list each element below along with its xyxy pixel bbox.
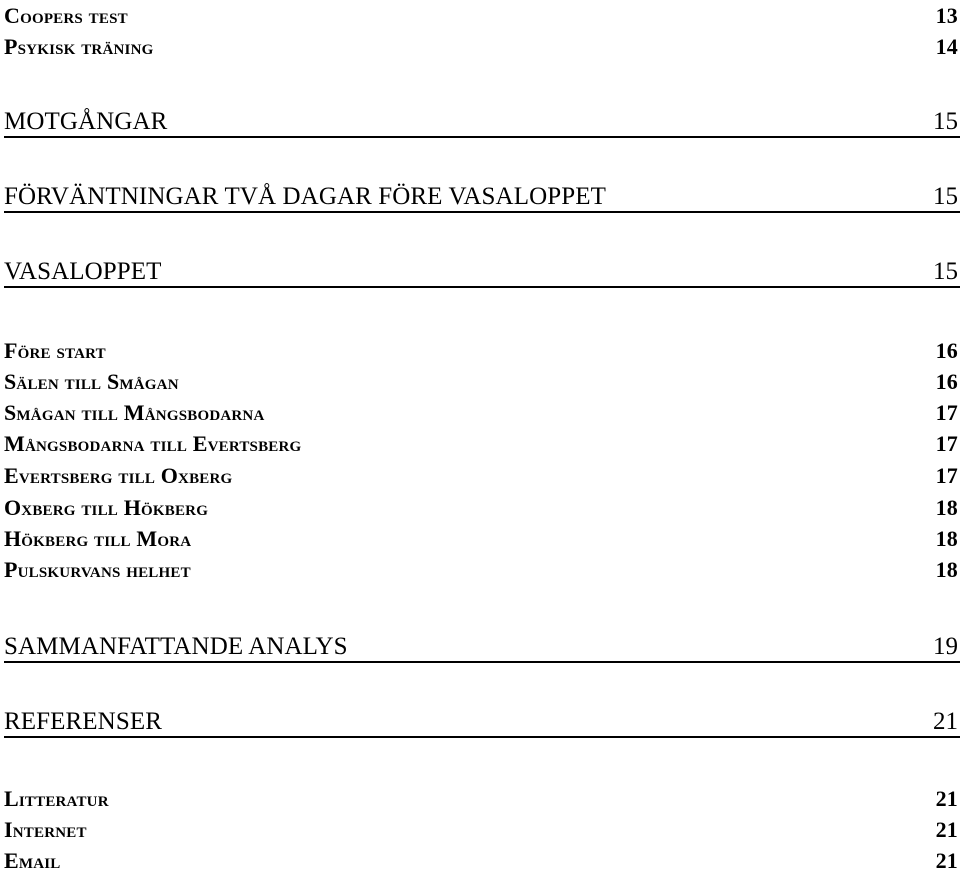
toc-heading-referenser[interactable]	[4, 709, 960, 738]
toc-entry-page: 13	[935, 3, 958, 28]
toc-entry-mangsbodarna-till-evertsberg[interactable]	[4, 433, 960, 455]
toc-entry-litteratur[interactable]	[4, 788, 960, 810]
toc-entry-page: 17	[935, 463, 958, 488]
toc-entry-page: 16	[935, 338, 958, 363]
toc-entry-label: Mångsbodarna till Evertsberg	[4, 431, 302, 456]
toc-heading-motgangar[interactable]	[4, 109, 960, 138]
toc-entry-hokberg-till-mora[interactable]	[4, 528, 960, 550]
toc-heading-label: VASALOPPET	[4, 258, 162, 285]
toc-entry-label: Smågan till Mångsbodarna	[4, 400, 265, 425]
toc-entry-label: Oxberg till Hökberg	[4, 495, 209, 520]
toc-entry-email[interactable]	[4, 850, 960, 872]
toc-entry-page: 17	[935, 400, 958, 425]
toc-heading-label: SAMMANFATTANDE ANALYS	[4, 633, 348, 660]
toc-entry-label: Email	[4, 848, 61, 873]
toc-heading-page: 15	[933, 108, 958, 135]
toc-heading-vasaloppet[interactable]	[4, 259, 960, 288]
toc-entry-page: 18	[935, 495, 958, 520]
toc-entry-label: Pulskurvans helhet	[4, 557, 191, 582]
toc-entry-coopers-test[interactable]	[4, 5, 960, 27]
toc-entry-page: 18	[935, 526, 958, 551]
toc-entry-smagan-till-mangsbodarna[interactable]	[4, 402, 960, 424]
toc-entry-label: Hökberg till Mora	[4, 526, 192, 551]
toc-entry-fore-start[interactable]	[4, 340, 960, 362]
toc-entry-page: 16	[935, 369, 958, 394]
toc-entry-label: Coopers test	[4, 3, 128, 28]
toc-entry-page: 21	[935, 817, 958, 842]
toc-entry-label: Internet	[4, 817, 87, 842]
toc-entry-pulskurvans-helhet[interactable]	[4, 559, 960, 581]
toc-entry-page: 21	[935, 786, 958, 811]
toc-entry-page: 21	[935, 848, 958, 873]
toc-heading-label: REFERENSER	[4, 708, 162, 735]
toc-entry-psykisk-traning[interactable]	[4, 36, 960, 58]
toc-entry-label: Litteratur	[4, 786, 109, 811]
toc-entry-label: Före start	[4, 338, 106, 363]
toc-entry-evertsberg-till-oxberg[interactable]	[4, 465, 960, 487]
toc-heading-forvantningar[interactable]	[4, 184, 960, 213]
toc-entry-page: 17	[935, 431, 958, 456]
toc-heading-sammanfattande-analys[interactable]	[4, 634, 960, 663]
toc-entry-page: 14	[935, 34, 958, 59]
toc-entry-internet[interactable]	[4, 819, 960, 841]
toc-entry-salen-till-smagan[interactable]	[4, 371, 960, 393]
toc-entry-label: Psykisk träning	[4, 34, 154, 59]
toc-entry-label: Sälen till Smågan	[4, 369, 179, 394]
toc-heading-label: MOTGÅNGAR	[4, 108, 168, 135]
toc-heading-page: 21	[933, 708, 958, 735]
toc-entry-label: Evertsberg till Oxberg	[4, 463, 233, 488]
toc-heading-label: FÖRVÄNTNINGAR TVÅ DAGAR FÖRE VASALOPPET	[4, 183, 606, 210]
toc-heading-page: 15	[933, 258, 958, 285]
toc-heading-page: 19	[933, 633, 958, 660]
toc-entry-page: 18	[935, 557, 958, 582]
toc-heading-page: 15	[933, 183, 958, 210]
toc-entry-oxberg-till-hokberg[interactable]	[4, 497, 960, 519]
